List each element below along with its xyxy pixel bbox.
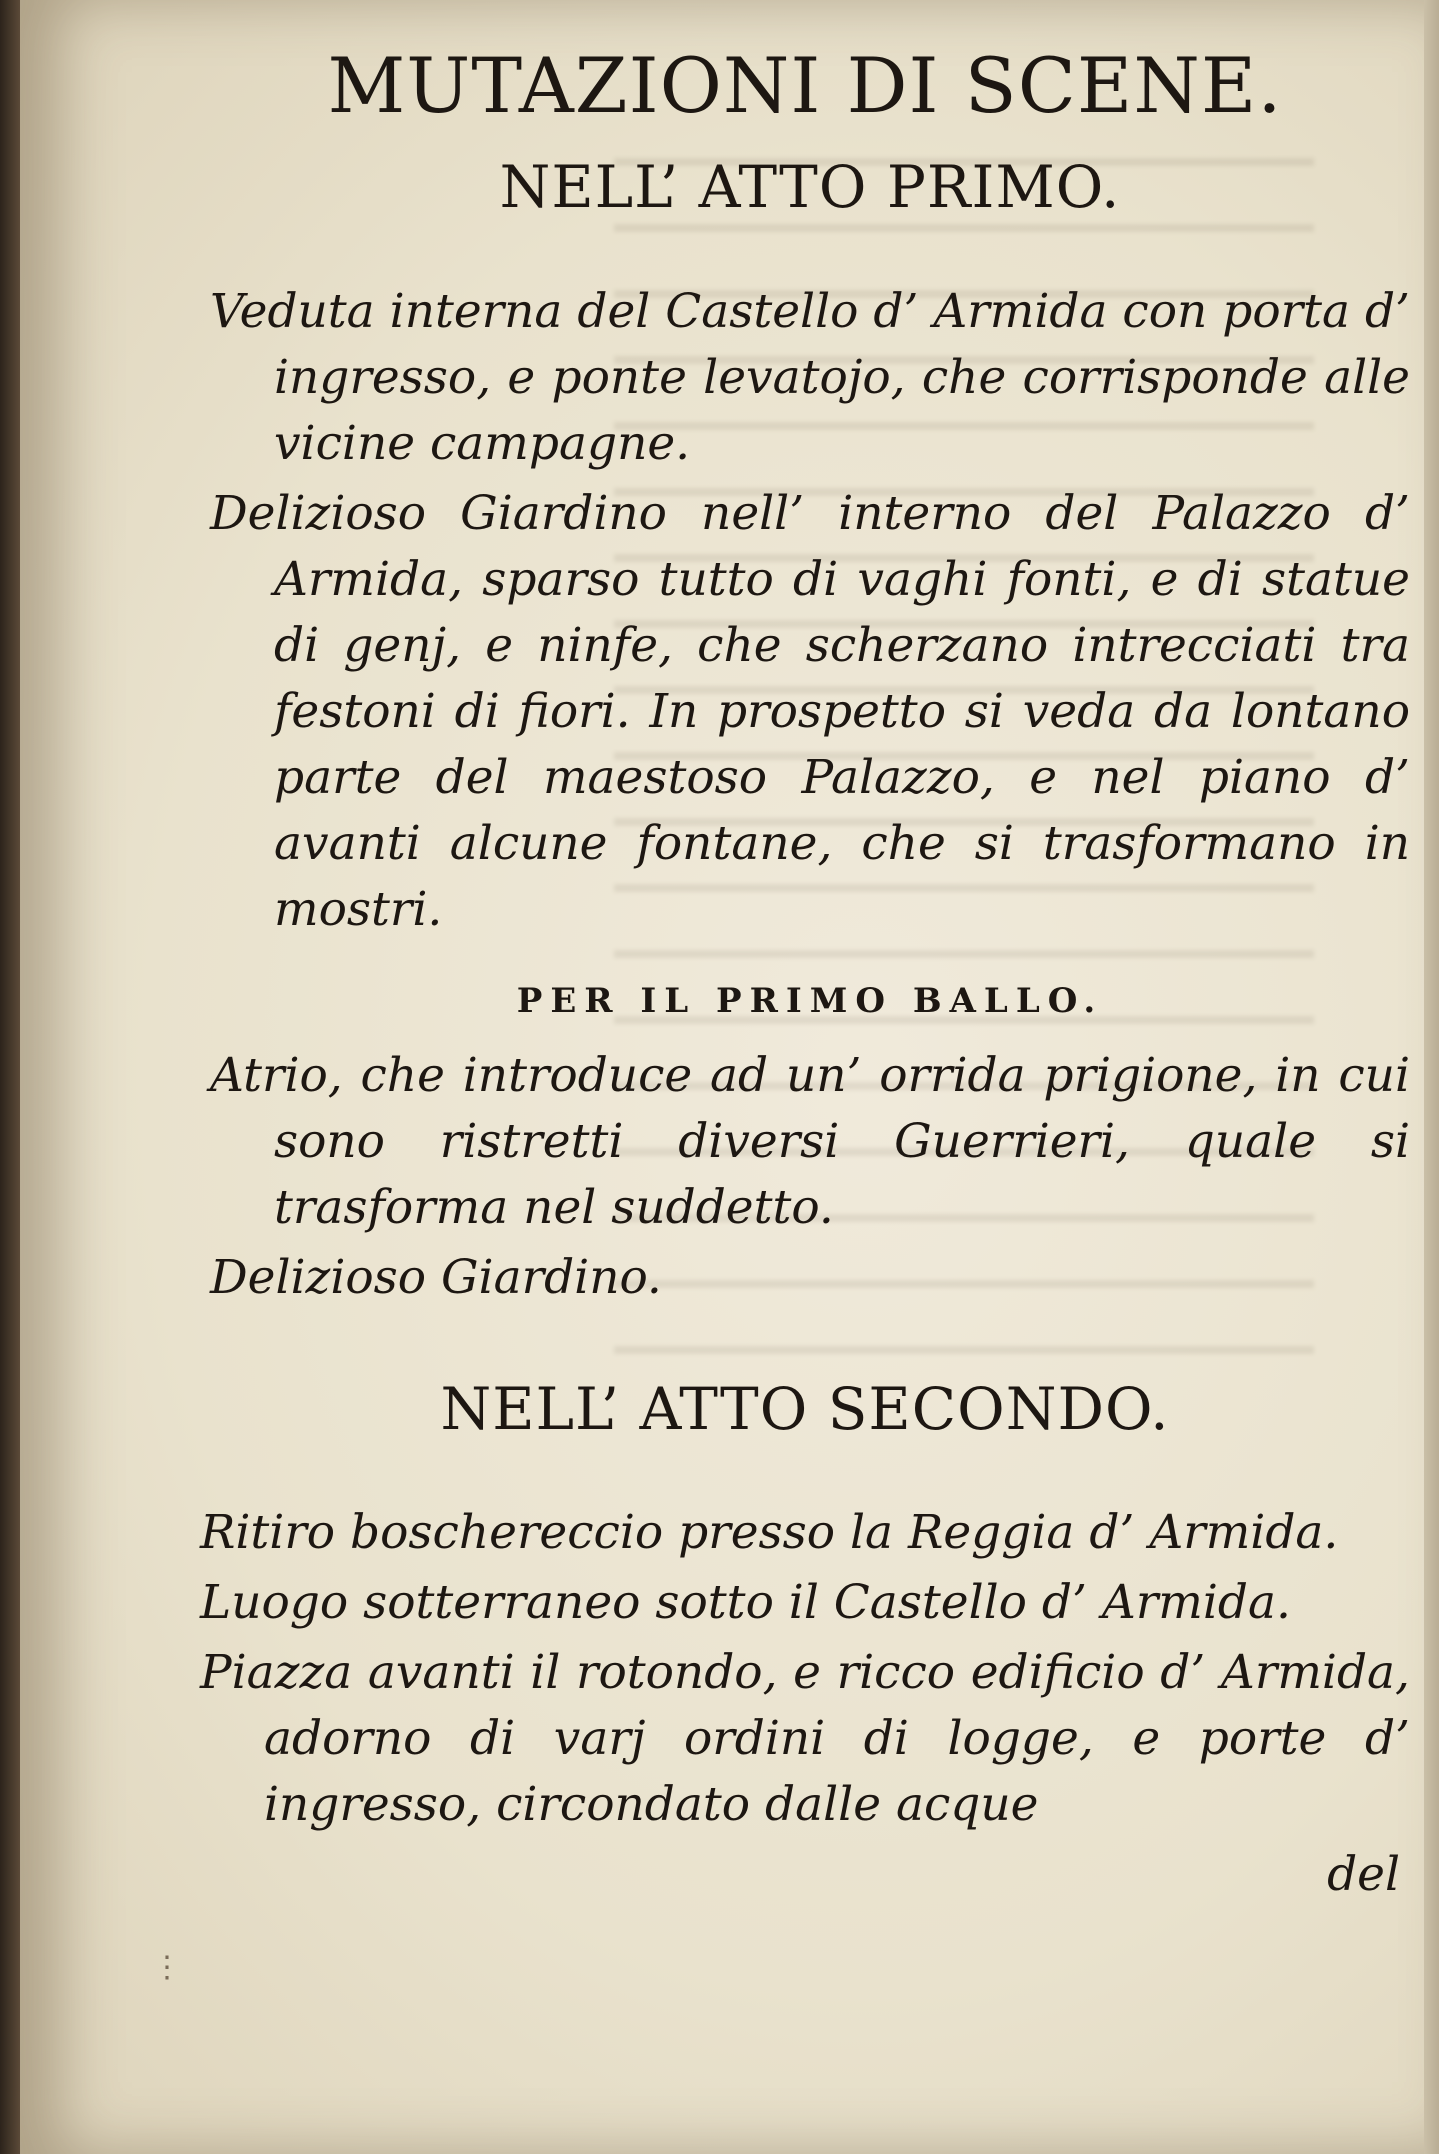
page-mark: ⋮ — [152, 1950, 182, 1985]
book-page — [20, 0, 1424, 2154]
first-ballet-entry-1: Atrio, che introduce ad un’ orrida prigione, in cui sono ristretti diversi Guerrieri, quale si trasforma nel suddetto. — [210, 1047, 1410, 1235]
page-content — [130, 40, 1410, 1908]
act-two-entries — [200, 1500, 1410, 1838]
catchword: del — [1327, 1847, 1400, 1903]
first-ballet-heading: PER IL PRIMO BALLO. — [516, 980, 1104, 1021]
first-ballet-entry-2: Delizioso Giardino. — [210, 1249, 662, 1305]
act-two-section — [130, 1375, 1410, 1909]
act-one-heading: NELL’ ATTO PRIMO. — [499, 153, 1121, 222]
act-one-entry-1: Veduta interna del Castello d’ Armida con porta d’ ingresso, e ponte levatojo, che corrisponde alle vicine campagne. — [210, 283, 1410, 471]
act-one-entries — [210, 279, 1410, 943]
act-two-heading: NELL’ ATTO SECONDO. — [440, 1374, 1170, 1443]
act-one-entry-2: Delizioso Giardino nell’ interno del Palazzo d’ Armida, sparso tutto di vaghi fonti, e di statue di genj, e ninfe, che scherzano intrecciati tra festoni di fiori. In prospetto si veda da lontano parte del maestoso Palazzo, e nel piano d’ avanti alcune fontane, che si trasformano in mostri. — [210, 485, 1410, 937]
act-two-entry-3: Piazza avanti il rotondo, e ricco edificio d’ Armida, adorno di varj ordini di logge, e porte d’ ingresso, circondato dalle acque — [200, 1645, 1410, 1833]
act-two-entry-2: Luogo sotterraneo sotto il Castello d’ Armida. — [200, 1575, 1291, 1631]
act-one-section — [130, 153, 1410, 1311]
act-two-entry-1: Ritiro boschereccio presso la Reggia d’ Armida. — [200, 1505, 1339, 1561]
page-title: MUTAZIONI DI SCENE. — [327, 41, 1283, 130]
